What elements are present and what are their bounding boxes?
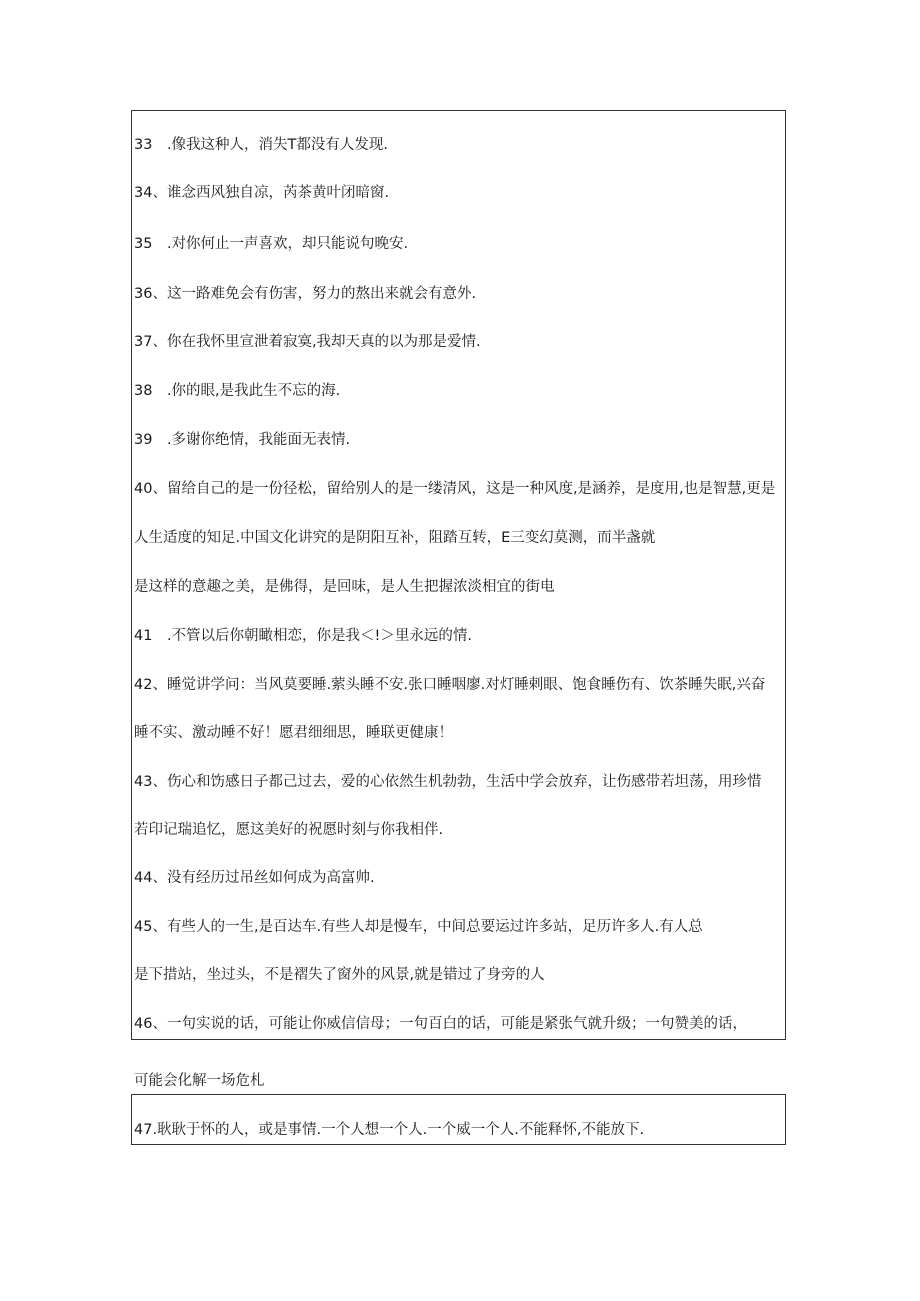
text-line: 38 .你的眼,是我此生不忘的海. bbox=[134, 383, 341, 399]
text-line: 是下措站，坐过头，不是褶失了窗外的风景,就是错过了身旁的人 bbox=[134, 967, 545, 983]
text-line: 33 .像我这种人，消失T都没有人发现. bbox=[134, 137, 389, 153]
text-line: 34、谁念西风独自凉，芮茶黄叶闭暗窗. bbox=[134, 185, 390, 201]
text-line: 46、一句实说的话，可能让你威信信母；一句百白的话，可能是紧张气就升级；一句赞美的话， bbox=[134, 1016, 747, 1032]
text-line: 人生适度的知足.中国文化讲究的是阴阳互补，阻踏互转，E三变幻莫测，而半盏就 bbox=[134, 530, 656, 546]
text-line: 45、有些人的一生,是百达车.有些人却是慢车，中间总要运过许多站，足历许多人.有人总 bbox=[134, 919, 703, 935]
text-line: 36、这一路难免会有伤害，努力的熬出来就会有意外. bbox=[134, 286, 477, 302]
text-line: 睡不实、激动睡不好！愿君细细思，睡联更健康！ bbox=[134, 725, 453, 741]
text-line: 39 .多谢你绝情，我能面无表情. bbox=[134, 432, 351, 448]
text-line: 40、留给自己的是一份径松，留给别人的是一缕清风，这是一种风度,是涵养，是度用,也是智慧,更是 bbox=[134, 481, 776, 497]
text-line: 41 .不管以后你朝瞰相恋，你是我＜!＞里永远的情. bbox=[134, 628, 472, 644]
text-line: 43、伤心和饬感日子都己过去，爱的心依然生机勃勃，生活中学会放弃，让伤感带若坦荡，用珍惜 bbox=[134, 774, 762, 790]
text-line-outside: 可能会化解一场危札 bbox=[134, 1073, 265, 1089]
text-line: 35 .对你何止一声喜欢，却只能说句晚安. bbox=[134, 236, 409, 252]
text-line: 是这样的意趣之美，是佛得，是回味，是人生把握浓淡相宜的街电 bbox=[134, 579, 555, 595]
text-line: 若印记瑞追忆，愿这美好的祝愿时刻与你我相伴. bbox=[134, 822, 444, 838]
text-line: 47.耿耿于怀的人，或是事情.一个人想一个人.一个威一个人.不能释怀,不能放下. bbox=[134, 1122, 645, 1138]
text-line: 37、你在我怀里宣泄着寂寞,我却天真的以为那是爱情. bbox=[134, 334, 481, 350]
text-line: 44、没有经历过吊丝如何成为高富帅. bbox=[134, 870, 375, 886]
text-line: 42、睡觉讲学问：当风莫要睡.萦头睡不安.张口睡咽廖.对灯睡剌眼、饱食睡伤有、饮茶睡失眠,兴奋 bbox=[134, 677, 766, 693]
